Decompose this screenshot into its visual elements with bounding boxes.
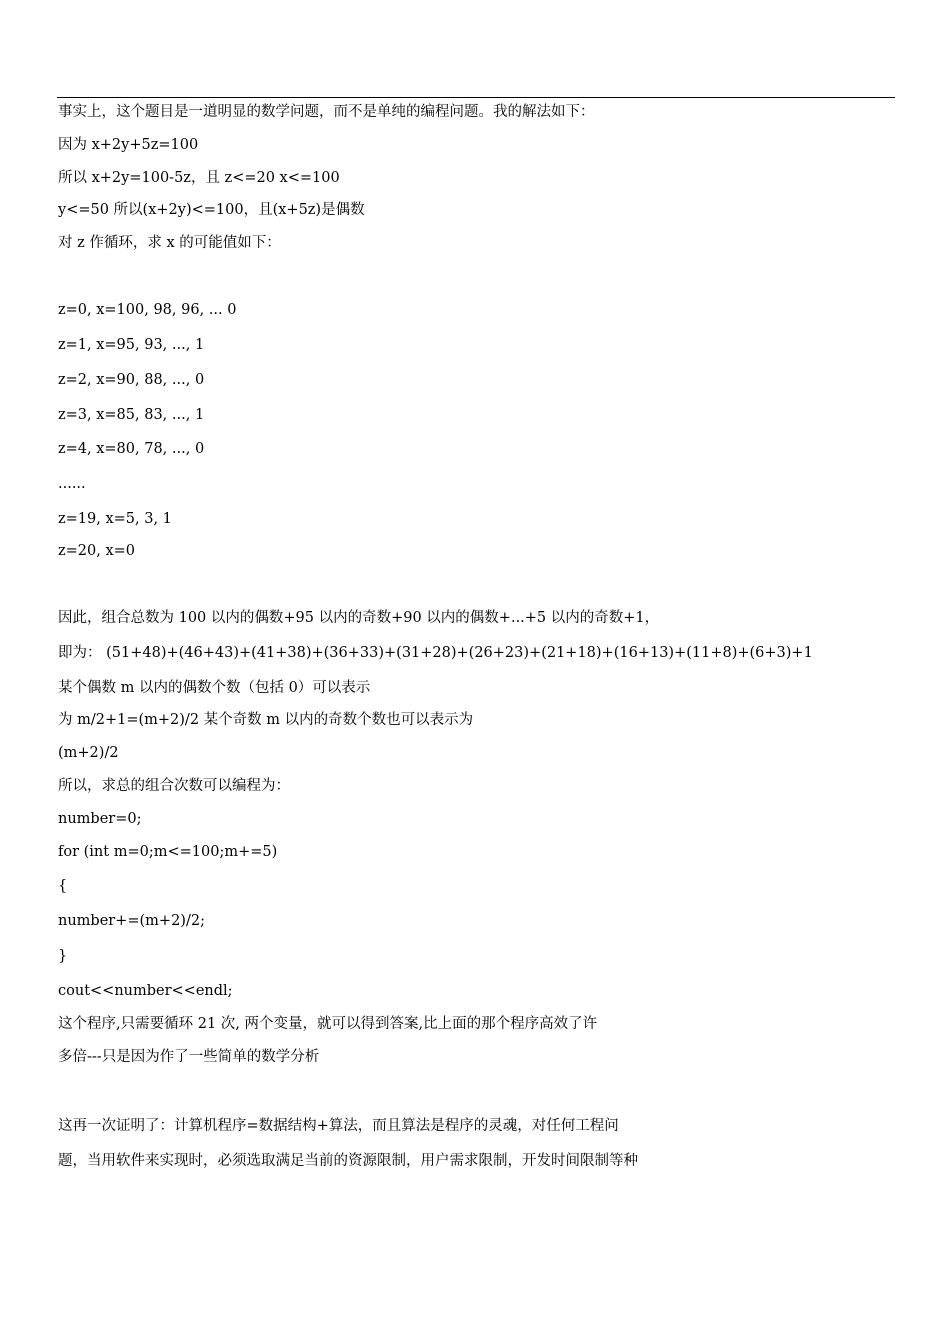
text-line: 某个偶数 m 以内的偶数个数（包括 0）可以表示 bbox=[58, 680, 371, 696]
code-line: for (int m=0;m<=100;m+=5) bbox=[58, 844, 278, 860]
text-line: 这个程序,只需要循环 21 次, 两个变量，就可以得到答案,比上面的那个程序高效了许 bbox=[58, 1016, 598, 1032]
code-line: number=0; bbox=[58, 811, 142, 827]
text-line: z=0, x=100, 98, 96, ... 0 bbox=[58, 302, 237, 318]
header-rule bbox=[57, 97, 895, 98]
code-line: number+=(m+2)/2; bbox=[58, 913, 205, 929]
text-line: 为 m/2+1=(m+2)/2 某个奇数 m 以内的奇数个数也可以表示为 bbox=[58, 712, 474, 728]
text-line: ...... bbox=[58, 476, 86, 492]
text-line: z=3, x=85, 83, ..., 1 bbox=[58, 407, 205, 423]
text-line: (m+2)/2 bbox=[58, 745, 119, 761]
text-line: z=19, x=5, 3, 1 bbox=[58, 511, 172, 527]
text-line: y<=50 所以(x+2y)<=100，且(x+5z)是偶数 bbox=[58, 202, 365, 218]
text-line: 多倍---只是因为作了一些简单的数学分析 bbox=[58, 1049, 320, 1065]
text-line: z=1, x=95, 93, ..., 1 bbox=[58, 337, 205, 353]
code-line: { bbox=[58, 878, 68, 894]
text-line: 题，当用软件来实现时，必须选取满足当前的资源限制，用户需求限制，开发时间限制等种 bbox=[58, 1153, 638, 1169]
text-line: 所以 x+2y=100-5z，且 z<=20 x<=100 bbox=[58, 170, 340, 186]
text-line: z=20, x=0 bbox=[58, 543, 136, 559]
text-line: 这再一次证明了：计算机程序=数据结构+算法，而且算法是程序的灵魂，对任何工程问 bbox=[58, 1118, 619, 1134]
text-line: z=4, x=80, 78, ..., 0 bbox=[58, 441, 205, 457]
code-line: } bbox=[58, 948, 68, 964]
code-line: cout<<number<<endl; bbox=[58, 983, 233, 999]
text-line: 即为： (51+48)+(46+43)+(41+38)+(36+33)+(31+28)+(26+23)+(21+18)+(16+13)+(11+8)+(6+3)+1 bbox=[58, 645, 813, 661]
text-line: 因此，组合总数为 100 以内的偶数+95 以内的奇数+90 以内的偶数+...+5 以内的奇数+1， bbox=[58, 610, 660, 626]
text-line: 所以，求总的组合次数可以编程为： bbox=[58, 778, 290, 794]
text-line: 对 z 作循环，求 x 的可能值如下： bbox=[58, 235, 281, 251]
text-line: 因为 x+2y+5z=100 bbox=[58, 137, 199, 153]
text-line: z=2, x=90, 88, ..., 0 bbox=[58, 372, 205, 388]
text-line: 事实上，这个题目是一道明显的数学问题，而不是单纯的编程问题。我的解法如下： bbox=[58, 104, 595, 120]
